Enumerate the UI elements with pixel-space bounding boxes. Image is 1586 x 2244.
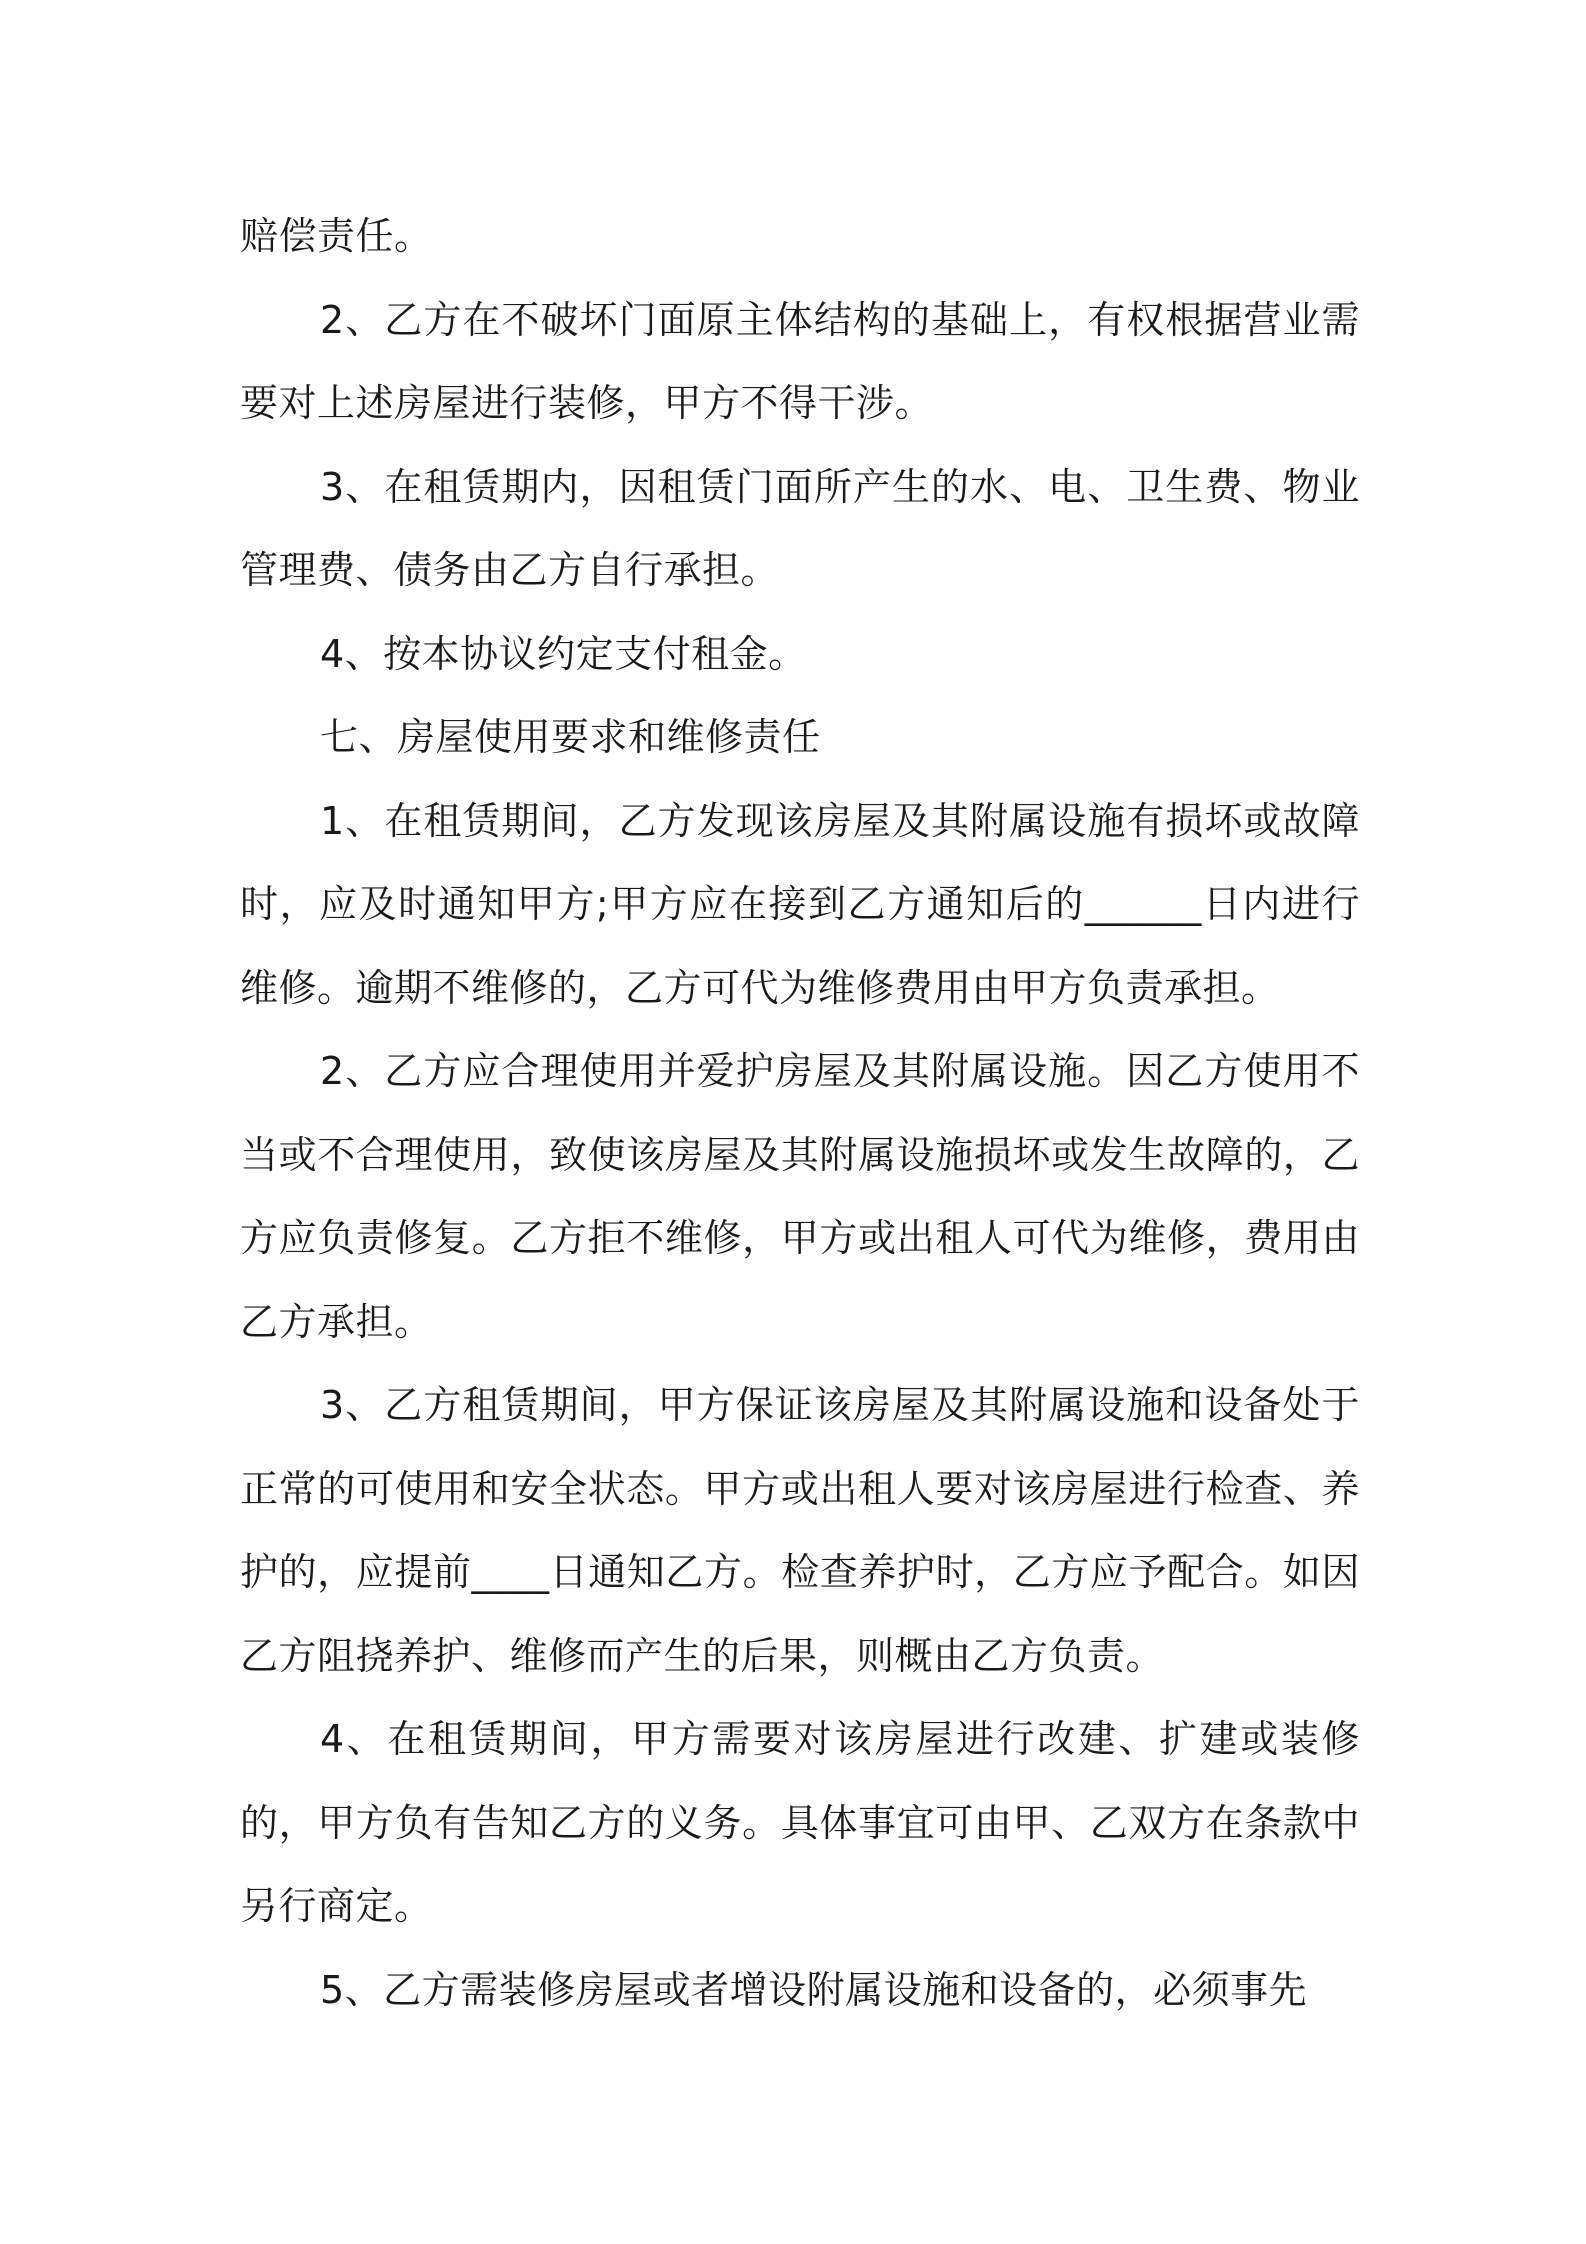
paragraph-7-3-inspection: 3、乙方租赁期间，甲方保证该房屋及其附属设施和设备处于正常的可使用和安全状态。甲方或出租人要对该房屋进行检查、养护的，应提前____日通知乙方。检查养护时，乙方应予配合。如因乙方阻挠养护、维修而产生的后果，则概由乙方负责。	[240, 1383, 1360, 1678]
paragraph-clause-4-rent: 4、按本协议约定支付租金。	[320, 631, 807, 676]
document-body	[240, 195, 1360, 2032]
paragraph-7-5-decoration: 5、乙方需装修房屋或者增设附属设施和设备的，必须事先	[320, 1967, 1308, 2012]
paragraph-7-4-alteration: 4、在租赁期间，甲方需要对该房屋进行改建、扩建或装修的，甲方负有告知乙方的义务。具体事宜可由甲、乙双方在条款中另行商定。	[240, 1717, 1360, 1928]
paragraph-clause-2-renovation: 2、乙方在不破坏门面原主体结构的基础上，有权根据营业需要对上述房屋进行装修，甲方不得干涉。	[240, 297, 1360, 425]
section-heading-7: 七、房屋使用要求和维修责任	[320, 715, 821, 759]
paragraph-7-1-repair-notice: 1、在租赁期间，乙方发现该房屋及其附属设施有损坏或故障时，应及时通知甲方;甲方应在接到乙方通知后的______日内进行维修。逾期不维修的，乙方可代为维修费用由甲方负责承担。	[240, 798, 1360, 1010]
paragraph-clause-3-fees: 3、在租赁期内，因租赁门面所产生的水、电、卫生费、物业管理费、债务由乙方自行承担。	[240, 464, 1360, 592]
paragraph-7-2-proper-use: 2、乙方应合理使用并爱护房屋及其附属设施。因乙方使用不当或不合理使用，致使该房屋及其附属设施损坏或发生故障的，乙方应负责修复。乙方拒不维修，甲方或出租人可代为维修，费用由乙方承担。	[240, 1049, 1360, 1344]
paragraph-compensation-liability: 赔偿责任。	[240, 214, 433, 258]
